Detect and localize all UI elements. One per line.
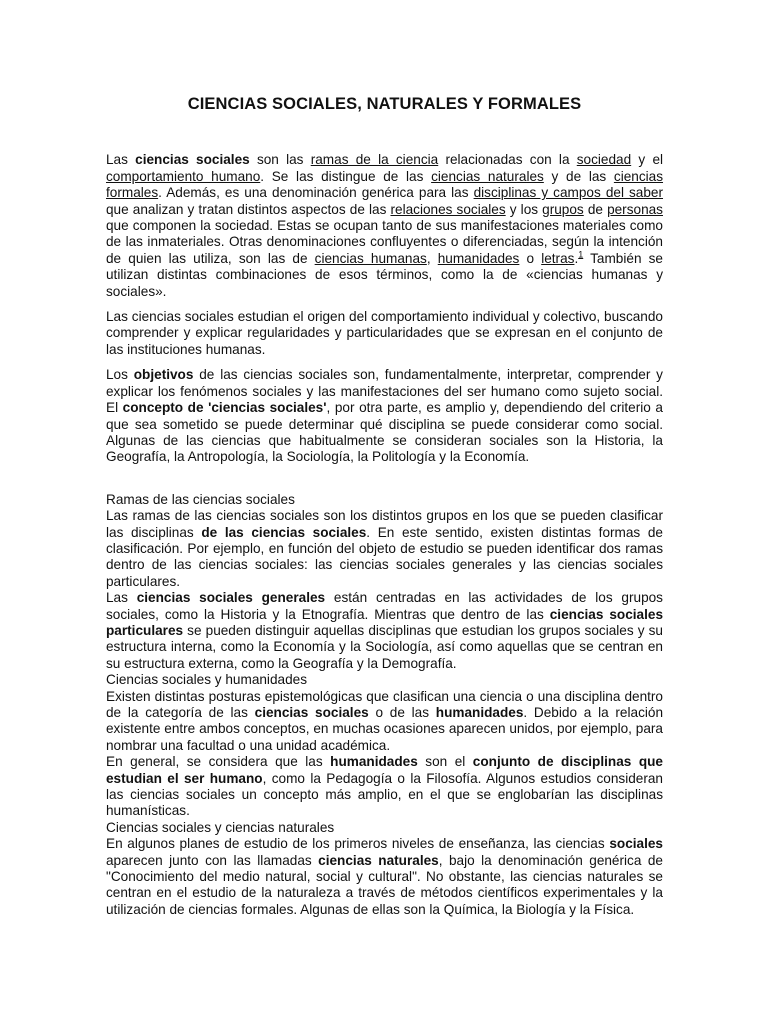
bold-term: ciencias naturales: [318, 852, 439, 868]
text: Las: [106, 152, 136, 168]
text: . En este sentido, existen distintas formas de clasificación. Por ejemplo, en función del objeto de estudio se pueden identificar dos ramas dentro de las ciencias sociales: las ciencias sociales generales y las ciencias sociales particulares.: [106, 524, 663, 589]
section-heading-humanidades: Ciencias sociales y humanidades: [106, 672, 307, 688]
link-relaciones-sociales[interactable]: relaciones sociales: [390, 201, 506, 217]
link-grupos[interactable]: grupos: [542, 201, 584, 217]
text: son las: [249, 152, 311, 168]
paragraph-posturas: [106, 689, 663, 755]
bold-term: ciencias sociales: [135, 152, 250, 168]
text: , bajo la denominación genérica de "Conocimiento del medio natural, social y cultural". No obstante, las ciencias naturales se centran en el estudio de la naturaleza a través de métodos científicos experimentales y la utilización de ciencias formales. Algunas de ellas son la Química, la Biología y la Física.: [106, 852, 663, 917]
bold-term: ciencias sociales particulares: [106, 606, 664, 638]
text: que componen la sociedad. Estas se ocupan tanto de sus manifestaciones materiales como de las inmateriales. Otras denominaciones confluyentes o diferenciadas, según la intención de quien las utiliza, son las de: [106, 218, 663, 266]
text: En algunos planes de estudio de los primeros niveles de enseñanza, las ciencias: [106, 836, 610, 852]
link-personas[interactable]: personas: [607, 201, 663, 217]
text: . Debido a la relación existente entre ambos conceptos, en muchas ocasiones aparecen unidos, por ejemplo, para nombrar una facultad o una unidad académica.: [106, 705, 664, 753]
link-ciencias-naturales[interactable]: ciencias naturales: [431, 168, 544, 184]
paragraph-en-general: [106, 754, 663, 820]
link-ciencias-formales[interactable]: ciencias formales: [106, 168, 664, 201]
text: y de las: [543, 168, 614, 184]
text: , por otra parte, es amplio y, dependiendo del criterio a que sea sometido se puede determinar qué disciplina se puede considerar como social. Algunas de las ciencias que habitualmente se consideran sociales son la Historia, la Geografía, la Antropología, la Sociología, la Politología y la Economía.: [106, 400, 663, 465]
text: están centradas en las actividades de los grupos sociales, como la Historia y la Etnografía. Mientras que dentro de las: [106, 590, 663, 622]
text: o de las: [368, 705, 436, 720]
text: . Además, es una denominación genérica para las: [158, 185, 474, 201]
text: .: [574, 250, 579, 266]
text: de: [583, 201, 608, 217]
paragraph-objectives: [106, 367, 663, 465]
bold-term: humanidades: [330, 754, 418, 770]
text: Las: [106, 590, 137, 606]
link-comportamiento-humano[interactable]: comportamiento humano: [106, 168, 261, 184]
text: , como la Pedagogía o la Filosofía. Algunos estudios consideran las ciencias sociales un concepto más amplio, en el que se englobarían las disciplinas humanísticas.: [106, 770, 663, 819]
document-page: [106, 96, 663, 918]
text: En general, se considera que las: [106, 754, 331, 770]
bold-term: de las ciencias sociales: [201, 524, 367, 540]
paragraph-origin: Las ciencias sociales estudian el origen del comportamiento individual y colectivo, buscando comprender y explicar regularidades y particularidades que se expresan en el conjunto de las instituciones humanas.: [106, 309, 663, 357]
text: . Se las distingue de las: [260, 168, 432, 184]
bold-term: concepto de 'ciencias sociales': [122, 400, 327, 416]
section-heading-naturales: Ciencias sociales y ciencias naturales: [106, 819, 335, 835]
link-disciplinas[interactable]: disciplinas y campos del saber: [473, 185, 664, 201]
paragraph-intro: [106, 152, 663, 300]
bold-term: ciencias sociales generales: [136, 590, 326, 606]
section-heading-ramas: Ramas de las ciencias sociales: [106, 491, 295, 507]
footnote-ref[interactable]: 1: [578, 249, 584, 260]
bold-term: sociales: [609, 836, 663, 852]
bold-term: ciencias sociales: [254, 705, 369, 720]
text: se pueden distinguir aquellas disciplinas que estudian los grupos sociales y su estructura interna, como la Economía y la Sociología, así como aquellas que se centran en su estructura externa, como la Geografía y la Demografía.: [106, 622, 663, 671]
paragraph-ramas: [106, 508, 663, 590]
link-letras[interactable]: letras: [541, 250, 575, 266]
bold-term: conjunto de disciplinas que estudian el ser humano: [106, 754, 663, 786]
text: relacionadas con la: [438, 152, 577, 168]
bold-term: objetivos: [133, 367, 194, 383]
text: Las ramas de las ciencias sociales son los distintos grupos en los que se pueden clasificar las disciplinas: [106, 508, 663, 540]
link-sociedad[interactable]: sociedad: [576, 152, 632, 168]
text: aparecen junto con las llamadas: [106, 852, 319, 868]
link-ciencias-humanas[interactable]: ciencias humanas: [314, 250, 427, 266]
text: Existen distintas posturas epistemológicas que clasifican una ciencia o una disciplina dentro de la categoría de las: [106, 688, 663, 720]
text: ,: [426, 250, 438, 266]
text: y el: [631, 152, 664, 168]
text: y los: [505, 201, 543, 217]
paragraph-generales: [106, 590, 663, 672]
link-humanidades[interactable]: humanidades: [437, 250, 520, 266]
document-title: CIENCIAS SOCIALES, NATURALES Y FORMALES: [187, 95, 582, 113]
text: Los: [106, 367, 134, 383]
text: También se utilizan distintas combinaciones de esos términos, como la de «ciencias humanas y sociales».: [106, 250, 663, 299]
bold-term: humanidades: [435, 705, 524, 720]
paragraph-planes: [106, 836, 663, 918]
text: son el: [417, 754, 473, 770]
text: que analizan y tratan distintos aspectos de las: [106, 201, 391, 217]
link-ramas-de-la-ciencia[interactable]: ramas de la ciencia: [310, 152, 439, 168]
text: de las ciencias sociales son, fundamentalmente, interpretar, comprender y explicar los fenómenos sociales y las manifestaciones del ser humano como sujeto social. El: [106, 367, 663, 416]
text: o: [519, 250, 542, 266]
